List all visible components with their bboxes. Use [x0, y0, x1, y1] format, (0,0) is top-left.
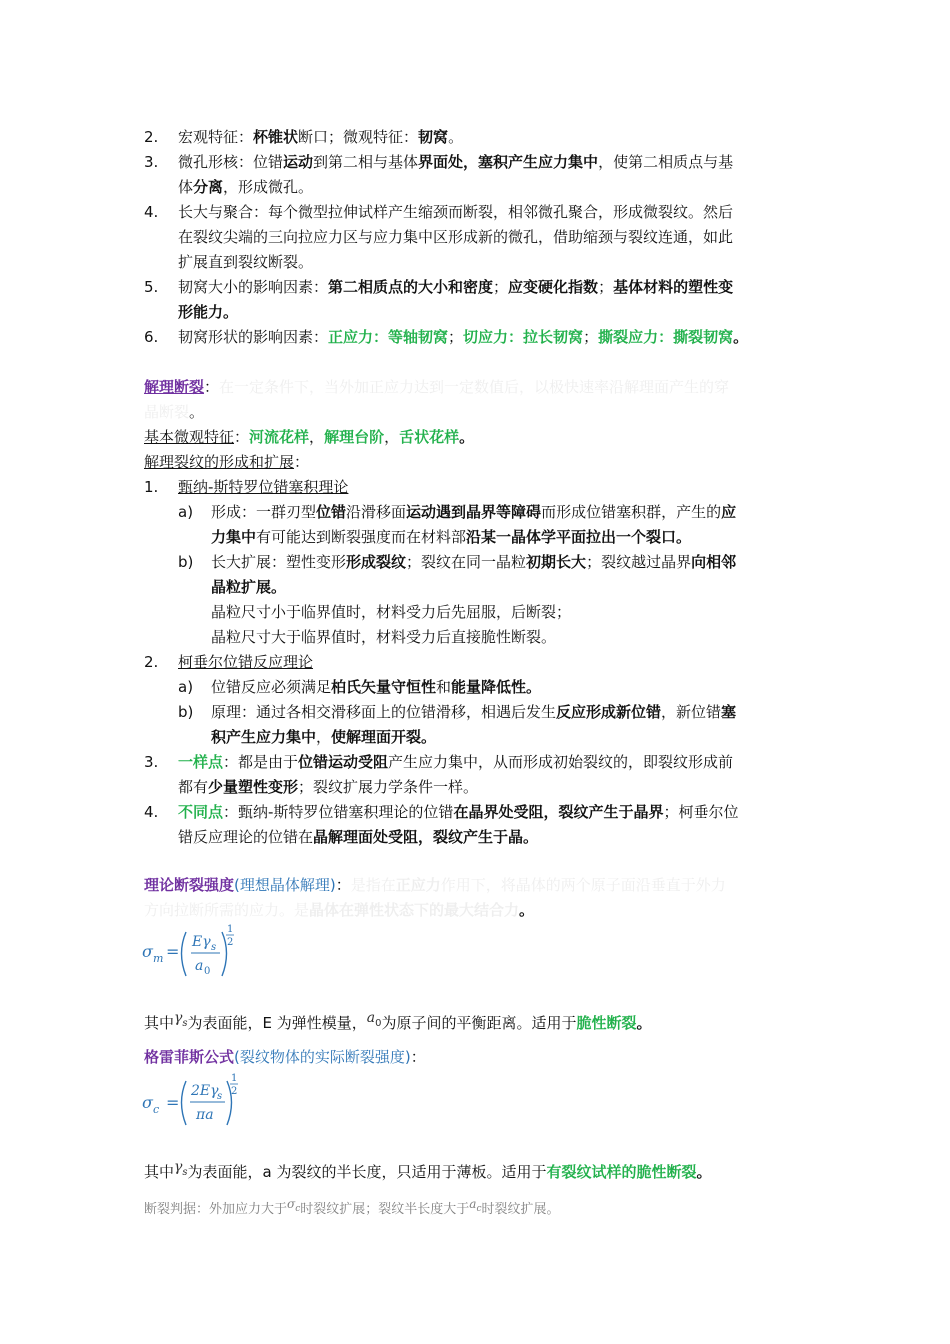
list-item-continuation: 都有少量塑性变形；裂纹扩展力学条件一样。 — [178, 778, 479, 796]
list-number: 3. — [144, 753, 159, 771]
svg-text:2: 2 — [231, 1086, 238, 1097]
formula-explanation: 其中γs为表面能，E 为弹性模量，a0为原子间的平衡距离。适用于脆性断裂。 — [144, 1010, 652, 1032]
theoretical-strength-definition: 理论断裂强度(理想晶体解理)：是指在正应力作用下，将晶体的两个原子面沿垂直于外力 — [144, 876, 726, 894]
list-item: 不同点：甄纳-斯特罗位错塞积理论的位错在晶界处受阻，裂纹产生于晶界；柯垂尔位 — [178, 803, 739, 821]
svg-text:2Eγ: 2Eγ — [191, 1083, 219, 1099]
sub-letter: b) — [178, 703, 194, 721]
fracture-criterion-note: 断裂判据：外加应力大于σc时裂纹扩展；裂纹半长度大于ac时裂纹扩展。 — [144, 1197, 560, 1217]
formula-theoretical-strength — [140, 918, 250, 984]
svg-text:s: s — [211, 942, 217, 953]
sub-item-continuation: 晶粒尺寸大于临界值时，材料受力后直接脆性断裂。 — [211, 628, 557, 646]
sub-item-continuation: 积产生应力集中，使解理面开裂。 — [211, 728, 437, 746]
theoretical-strength-continuation: 方向拉断所需的应力。是晶体在弹性状态下的最大结合力。 — [144, 901, 535, 919]
griffith-explanation: 其中γs为表面能，a 为裂纹的半长度，只适用于薄板。适用于有裂纹试样的脆性断裂。 — [144, 1159, 712, 1181]
list-item: 一样点：都是由于位错运动受阻产生应力集中，从而形成初始裂纹的，即裂纹形成前 — [178, 753, 734, 771]
list-number: 2. — [144, 128, 159, 146]
svg-text:=: = — [166, 942, 180, 961]
list-number: 2. — [144, 653, 159, 671]
svg-text:1: 1 — [227, 924, 234, 935]
cleavage-definition: 解理断裂：在一定条件下，当外加正应力达到一定数值后，以极快速率沿解理面产生的穿 — [144, 378, 730, 396]
list-number: 6. — [144, 328, 159, 346]
list-item: 长大与聚合：每个微型拉伸试样产生缩颈而断裂，相邻微孔聚合，形成微裂纹。然后 — [178, 203, 734, 221]
micro-features: 基本微观特征：河流花样，解理台阶，舌状花样。 — [144, 428, 475, 446]
svg-text:c: c — [153, 1103, 160, 1116]
list-number: 1. — [144, 478, 159, 496]
sub-item: 原理：通过各相交滑移面上的位错滑移，相遇后发生反应形成新位错，新位错塞 — [211, 703, 737, 721]
svg-text:σ: σ — [142, 1093, 153, 1112]
svg-text:0: 0 — [204, 966, 211, 977]
list-item-continuation: 扩展直到裂纹断裂。 — [178, 253, 314, 271]
cleavage-definition-continuation: 晶断裂。 — [144, 403, 205, 421]
list-item: 宏观特征：杯锥状断口；微观特征：韧窝。 — [178, 128, 464, 146]
sub-item: 长大扩展：塑性变形形成裂纹；裂纹在同一晶粒初期长大；裂纹越过晶界向相邻 — [211, 553, 737, 571]
theory-title: 柯垂尔位错反应理论 — [178, 653, 314, 671]
svg-text:2: 2 — [227, 937, 234, 948]
sub-item-continuation: 晶粒扩展。 — [211, 578, 287, 596]
svg-text:πa: πa — [196, 1107, 214, 1123]
sub-item-continuation: 力集中有可能达到断裂强度而在材料部沿某一晶体学平面拉出一个裂口。 — [211, 528, 692, 546]
sub-item: 形成：一群刃型位错沿滑移面运动遇到晶界等障碍而形成位错塞积群，产生的应 — [211, 503, 737, 521]
list-number: 3. — [144, 153, 159, 171]
list-item-continuation: 在裂纹尖端的三向拉应力区与应力集中区形成新的微孔，借助缩颈与裂纹连通，如此 — [178, 228, 734, 246]
list-item-continuation: 错反应理论的位错在晶解理面处受阻，裂纹产生于晶。 — [178, 828, 539, 846]
list-item-continuation: 体分离，形成微孔。 — [178, 178, 314, 196]
sub-letter: b) — [178, 553, 194, 571]
svg-text:s: s — [217, 1091, 223, 1102]
formula-griffith — [140, 1067, 250, 1133]
list-item: 微孔形核：位错运动到第二相与基体界面处，塞积产生应力集中，使第二相质点与基 — [178, 153, 734, 171]
theory-title: 甄纳-斯特罗位错塞积理论 — [178, 478, 349, 496]
sub-letter: a) — [178, 503, 194, 521]
list-item-continuation: 形能力。 — [178, 303, 239, 321]
svg-text:=: = — [166, 1093, 180, 1112]
formation-heading: 解理裂纹的形成和扩展： — [144, 453, 310, 471]
term-cleavage-fracture: 解理断裂 — [144, 378, 205, 396]
list-number: 4. — [144, 803, 159, 821]
sub-item: 位错反应必须满足柏氏矢量守恒性和能量降低性。 — [211, 678, 542, 696]
list-item: 韧窝形状的影响因素：正应力：等轴韧窝；切应力：拉长韧窝；撕裂应力：撕裂韧窝。 — [178, 328, 749, 346]
svg-text:σ: σ — [142, 942, 153, 961]
svg-text:a: a — [195, 958, 204, 974]
list-item: 韧窝大小的影响因素：第二相质点的大小和密度；应变硬化指数；基体材料的塑性变 — [178, 278, 734, 296]
term-griffith: 格雷菲斯公式 — [144, 1048, 235, 1066]
svg-text:m: m — [153, 952, 164, 965]
griffith-heading: 格雷菲斯公式(裂纹物体的实际断裂强度)： — [144, 1048, 426, 1066]
svg-text:1: 1 — [231, 1073, 238, 1084]
list-number: 4. — [144, 203, 159, 221]
list-number: 5. — [144, 278, 159, 296]
sub-letter: a) — [178, 678, 194, 696]
svg-text:Eγ: Eγ — [192, 934, 211, 950]
term-theoretical-strength: 理论断裂强度 — [144, 876, 235, 894]
sub-item-continuation: 晶粒尺寸小于临界值时，材料受力后先屈服，后断裂； — [211, 603, 572, 621]
